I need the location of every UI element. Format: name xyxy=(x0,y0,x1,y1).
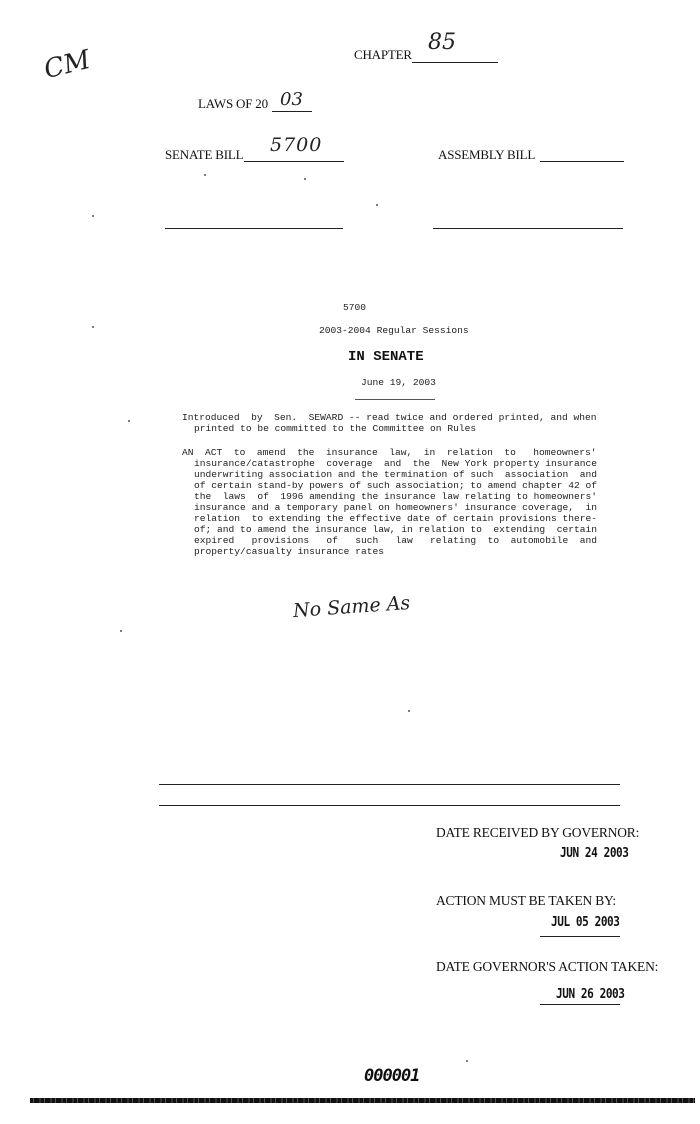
senate-bill-number: 5700 xyxy=(270,134,323,156)
senate-bill-underline xyxy=(244,161,344,162)
session-title: 2003-2004 Regular Sessions xyxy=(319,325,469,336)
act-line: of; and to amend the insurance law, in relation to extending certain xyxy=(194,524,598,535)
scan-speck xyxy=(92,326,94,328)
scan-speck xyxy=(408,710,410,712)
act-line: underwriting association and the termination of such association and xyxy=(194,469,598,480)
laws-label: LAWS OF 20 xyxy=(198,96,268,111)
act-line: expired provisions of such law relating to automobile and xyxy=(194,535,598,546)
assembly-bill-label: ASSEMBLY BILL xyxy=(438,147,536,162)
assembly-bill-underline xyxy=(540,161,624,162)
action-must-underline xyxy=(540,936,620,937)
act-line: property/casualty insurance rates xyxy=(194,546,384,557)
act-line: insurance and a temporary panel on homeowners' insurance coverage, in xyxy=(194,502,598,513)
bill-number: 5700 xyxy=(343,302,367,313)
chapter-underline xyxy=(412,62,498,63)
act-line: AN ACT to amend the insurance law, in relation to homeowners' xyxy=(182,447,597,458)
date-rule xyxy=(355,399,435,400)
scan-speck xyxy=(128,420,130,422)
action-must-label: ACTION MUST BE TAKEN BY: xyxy=(436,893,616,908)
page-number: 000001 xyxy=(364,1066,420,1086)
chapter-number: 85 xyxy=(428,30,456,55)
blank-rule-2 xyxy=(159,805,620,806)
laws-year: 03 xyxy=(280,89,303,110)
action-taken-stamp: JUN 26 2003 xyxy=(556,987,625,1002)
chamber-heading: IN SENATE xyxy=(348,349,424,365)
date-received-label: DATE RECEIVED BY GOVERNOR: xyxy=(436,825,640,840)
scan-speck xyxy=(304,178,306,180)
scan-speck xyxy=(376,204,378,206)
action-taken-label: DATE GOVERNOR'S ACTION TAKEN: xyxy=(436,959,659,974)
act-line: the laws of 1996 amending the insurance law relating to homeowners' xyxy=(194,491,598,502)
scan-speck xyxy=(120,630,122,632)
date-received-stamp: JUN 24 2003 xyxy=(560,846,629,861)
action-must-stamp: JUL 05 2003 xyxy=(551,915,620,930)
blank-rule-1 xyxy=(159,784,620,785)
scan-edge-bar xyxy=(30,1098,695,1103)
scan-speck xyxy=(204,174,206,176)
handwritten-initials: CM xyxy=(41,44,94,86)
action-taken-underline xyxy=(540,1004,620,1005)
laws-year-underline xyxy=(272,111,312,112)
intro-line: printed to be committed to the Committee on Rules xyxy=(194,423,477,434)
signature-line-left xyxy=(165,228,343,229)
signature-line-right xyxy=(433,228,623,229)
handwritten-annotation: No Same As xyxy=(292,591,411,623)
senate-bill-label: SENATE BILL xyxy=(165,147,244,162)
scan-speck xyxy=(92,215,94,217)
act-line: insurance/catastrophe coverage and the New York property insurance xyxy=(194,458,598,469)
scan-speck xyxy=(466,1060,468,1062)
bill-date: June 19, 2003 xyxy=(361,377,436,388)
act-line: of certain stand-by powers of such association; to amend chapter 42 of xyxy=(194,480,598,491)
intro-line: Introduced by Sen. SEWARD -- read twice and ordered printed, and when xyxy=(182,412,597,423)
chapter-label: CHAPTER xyxy=(354,47,412,62)
act-line: relation to extending the effective date of certain provisions there- xyxy=(194,513,598,524)
